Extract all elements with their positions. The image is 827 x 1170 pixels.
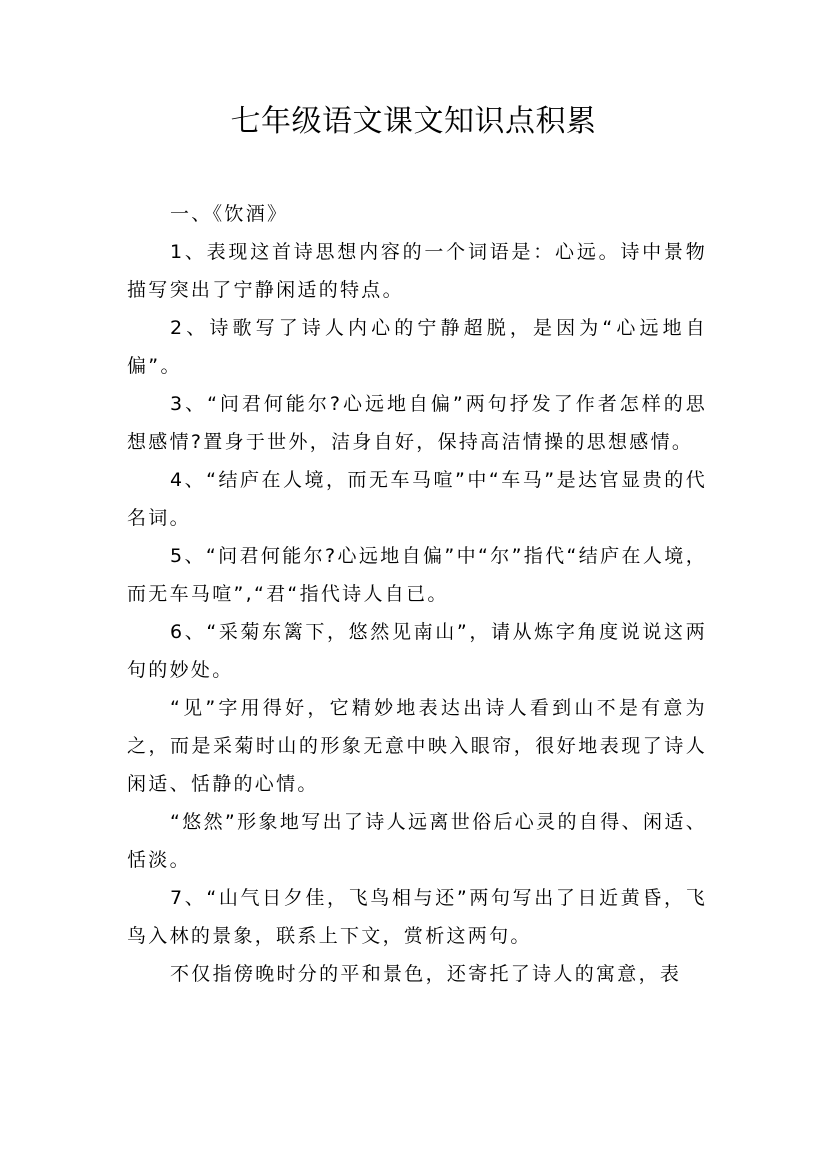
paragraph-item-2: 2、诗歌写了诗人内心的宁静超脱，是因为“心远地自偏”。 — [127, 317, 707, 377]
paragraph-analysis-continued: 不仅指傍晚时分的平和景色，还寄托了诗人的寓意，表 — [170, 963, 682, 985]
paragraph-item-3: 3、“问君何能尔?心远地自偏”两句抒发了作者怎样的思想感情?置身于世外，洁身自好，保持高洁情操的思想感情。 — [127, 393, 707, 453]
paragraph-analysis-youran: “悠然”形象地写出了诗人远离世俗后心灵的自得、闲适、恬淡。 — [127, 811, 707, 871]
paragraph-item-4: 4、“结庐在人境，而无车马喧”中“车马”是达官显贵的代名词。 — [127, 469, 707, 529]
paragraph-item-5: 5、“问君何能尔?心远地自偏”中“尔”指代“结庐在人境，而无车马喧”,“君“指代诗人自已。 — [127, 545, 707, 605]
paragraph-item-6: 6、“采菊东篱下，悠然见南山”，请从炼字角度说说这两句的妙处。 — [127, 621, 707, 681]
document-title: 七年级语文课文知识点积累 — [230, 104, 597, 139]
section-heading: 一、《饮酒》 — [170, 203, 289, 225]
document-body — [127, 195, 707, 993]
paragraph-analysis-jian: “见”字用得好，它精妙地表达出诗人看到山不是有意为之，而是采菊时山的形象无意中映入眼帘，很好地表现了诗人闲适、恬静的心情。 — [127, 697, 707, 795]
paragraph-item-7: 7、“山气日夕佳，飞鸟相与还”两句写出了日近黄昏，飞鸟入林的景象，联系上下文，赏析这两句。 — [127, 887, 707, 947]
paragraph-item-1: 1、表现这首诗思想内容的一个词语是：心远。诗中景物描写突出了宁静闲适的特点。 — [127, 241, 707, 301]
